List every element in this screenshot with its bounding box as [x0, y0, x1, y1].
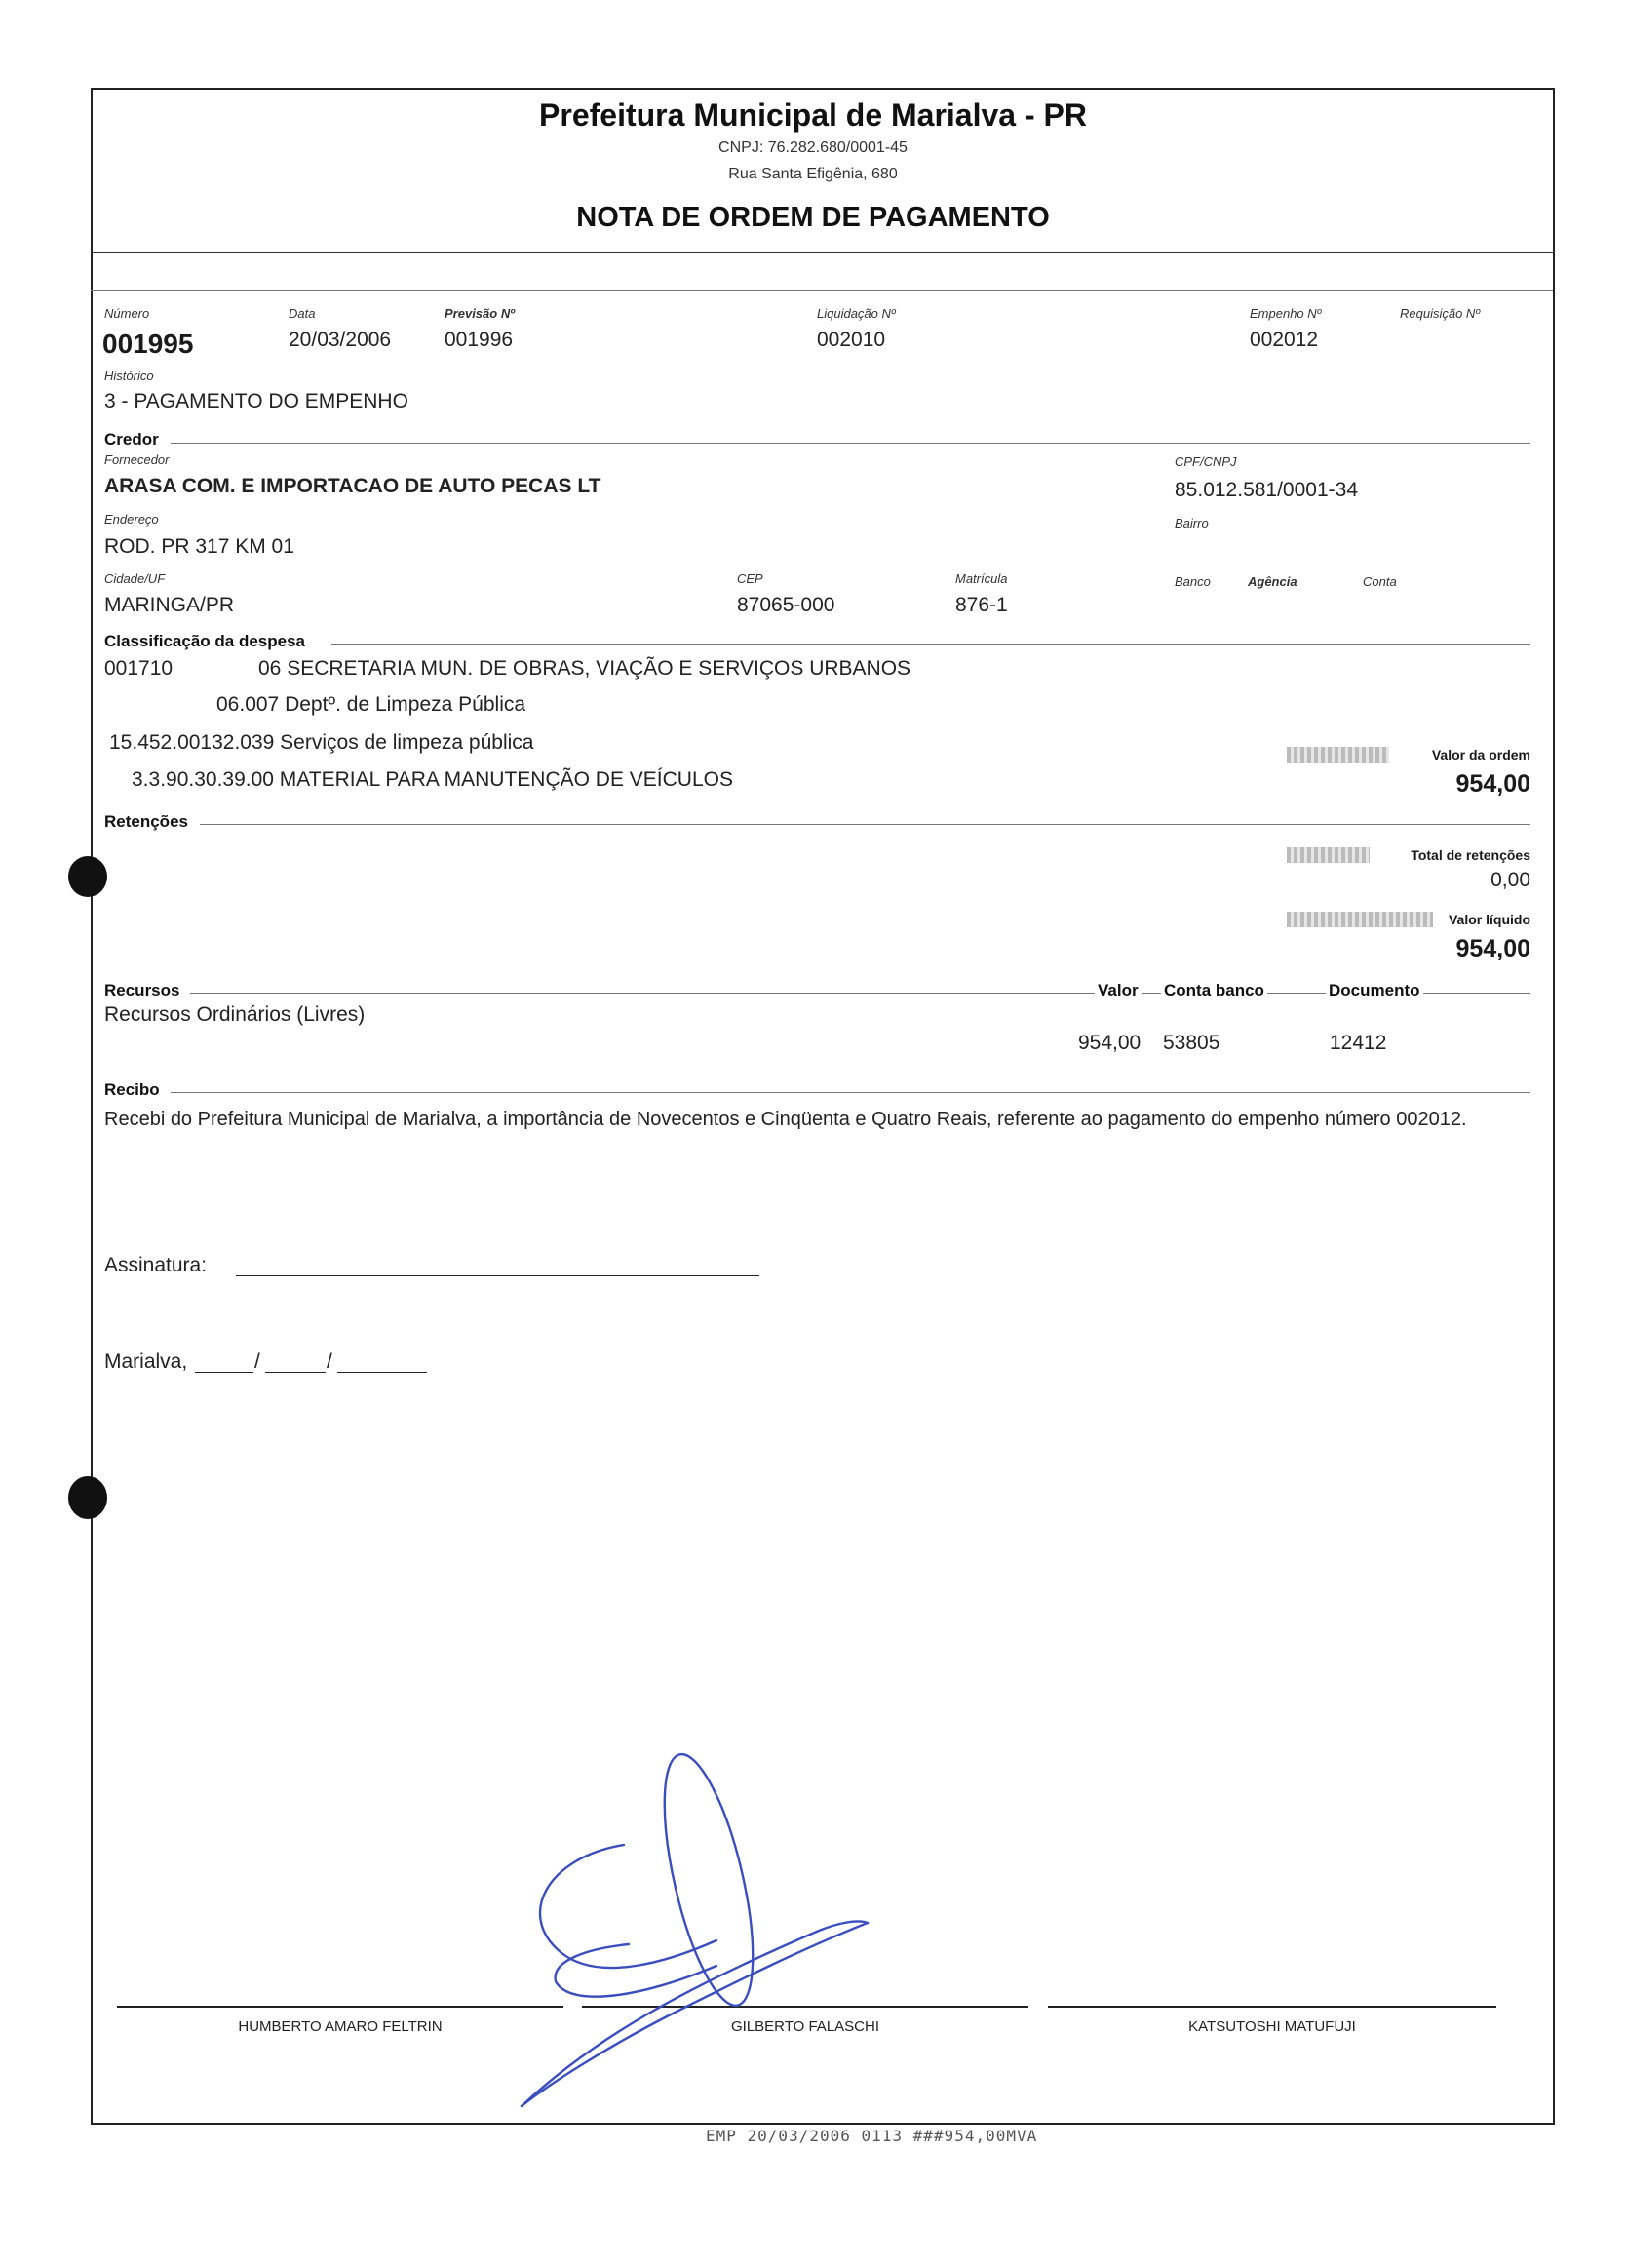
date-line-day [195, 1372, 253, 1373]
recursos-fonte: Recursos Ordinários (Livres) [104, 1003, 366, 1026]
valor-liquido-shade [1287, 912, 1433, 927]
empenho-value: 002012 [1250, 329, 1319, 351]
date-line-year [337, 1372, 427, 1373]
numero-label: Número [104, 306, 150, 321]
cidade-value: MARINGA/PR [104, 594, 235, 616]
cpf-value: 85.012.581/0001-34 [1175, 479, 1359, 501]
document-header-title: Prefeitura Municipal de Marialva - PR [539, 98, 1087, 133]
classificacao-line-3: 15.452.00132.039 Serviços de limpeza pública [109, 731, 534, 754]
cpf-label: CPF/CNPJ [1175, 454, 1237, 469]
data-label: Data [289, 306, 316, 321]
fornecedor-value: ARASA COM. E IMPORTACAO DE AUTO PECAS LT [104, 475, 601, 497]
empenho-label: Empenho Nº [1250, 306, 1322, 321]
data-value: 20/03/2006 [289, 329, 392, 351]
recursos-documento-header: Documento [1326, 981, 1423, 1000]
classificacao-code: 001710 [104, 657, 174, 680]
endereco-value: ROD. PR 317 KM 01 [104, 535, 294, 558]
valor-ordem-label: Valor da ordem [1431, 747, 1530, 763]
conta-label: Conta [1363, 574, 1397, 589]
bairro-label: Bairro [1175, 516, 1209, 530]
recursos-valor: 954,00 [1078, 1032, 1142, 1054]
date-line-month [265, 1372, 326, 1373]
date-slash-2: / [327, 1350, 332, 1373]
banco-label: Banco [1175, 574, 1211, 589]
valor-liquido-value: 954,00 [1455, 935, 1530, 962]
recursos-conta-header: Conta banco [1161, 981, 1267, 1000]
signature-line-left [117, 2006, 563, 2008]
matricula-label: Matrícula [955, 571, 1008, 586]
retencoes-section-title: Retenções [104, 812, 188, 831]
credor-section-title: Credor [104, 430, 159, 449]
agencia-label: Agência [1248, 574, 1297, 589]
fornecedor-label: Fornecedor [104, 452, 170, 467]
recibo-section-title: Recibo [104, 1080, 160, 1099]
classificacao-line-4: 3.3.90.30.39.00 MATERIAL PARA MANUTENÇÃO DE VEÍCULOS [132, 768, 733, 791]
historico-label: Histórico [104, 369, 154, 383]
local-label: Marialva, [104, 1350, 188, 1373]
classificacao-line-2: 06.007 Deptº. de Limpeza Pública [216, 693, 526, 716]
numero-value: 001995 [102, 329, 194, 359]
punch-hole-top [68, 856, 107, 897]
credor-divider [171, 443, 1530, 444]
liquidacao-label: Liquidação Nº [817, 306, 896, 321]
matricula-value: 876-1 [955, 594, 1008, 616]
liquidacao-value: 002010 [817, 329, 886, 351]
total-retencoes-value: 0,00 [1490, 869, 1530, 891]
endereco-label: Endereço [104, 512, 159, 527]
requisicao-label: Requisição Nº [1400, 306, 1481, 321]
valor-ordem-value: 954,00 [1455, 770, 1530, 798]
header-cnpj: CNPJ: 76.282.680/0001-45 [718, 139, 908, 156]
valor-liquido-label: Valor líquido [1448, 912, 1530, 927]
signature-line-center [582, 2006, 1028, 2008]
total-retencoes-label: Total de retenções [1411, 847, 1530, 863]
document-title: NOTA DE ORDEM DE PAGAMENTO [576, 202, 1050, 233]
total-retencoes-shade [1287, 847, 1370, 863]
signature-line-right [1048, 2006, 1496, 2008]
punch-hole-bottom [68, 1476, 107, 1519]
cep-label: CEP [737, 571, 763, 586]
classificacao-section-title: Classificação da despesa [104, 632, 306, 650]
recursos-conta: 53805 [1163, 1032, 1220, 1054]
recursos-section-title: Recursos [104, 981, 180, 999]
date-slash-1: / [254, 1350, 260, 1373]
header-divider-2 [91, 290, 1553, 291]
signatory-left-name: HUMBERTO AMARO FELTRIN [238, 2018, 443, 2035]
classificacao-line-1: 06 SECRETARIA MUN. DE OBRAS, VIAÇÃO E SERVIÇOS URBANOS [258, 657, 911, 680]
recursos-documento: 12412 [1330, 1032, 1387, 1054]
assinatura-line [236, 1275, 759, 1276]
classificacao-divider [331, 644, 1530, 645]
signatory-right-name: KATSUTOSHI MATUFUJI [1188, 2018, 1356, 2035]
recibo-text: Recebi do Prefeitura Municipal de Marialva, a importância de Novecentos e Cinqüenta e Quatro Reais, referente ao pagamento do empenho número 002012. [104, 1109, 1467, 1130]
assinatura-label: Assinatura: [104, 1254, 208, 1276]
retencoes-divider [200, 824, 1530, 825]
print-stamp: EMP 20/03/2006 0113 ###954,00MVA [706, 2127, 1038, 2145]
previsao-label: Previsão Nº [445, 306, 515, 321]
recibo-divider [171, 1092, 1530, 1093]
recursos-valor-header: Valor [1095, 981, 1142, 1000]
header-divider [91, 252, 1553, 253]
cidade-label: Cidade/UF [104, 571, 166, 586]
header-address: Rua Santa Efigênia, 680 [728, 166, 898, 182]
previsao-value: 001996 [445, 329, 514, 351]
valor-ordem-shade [1287, 747, 1389, 763]
historico-value: 3 - PAGAMENTO DO EMPENHO [104, 390, 408, 412]
cep-value: 87065-000 [737, 594, 835, 616]
signatory-center-name: GILBERTO FALASCHI [731, 2018, 879, 2035]
